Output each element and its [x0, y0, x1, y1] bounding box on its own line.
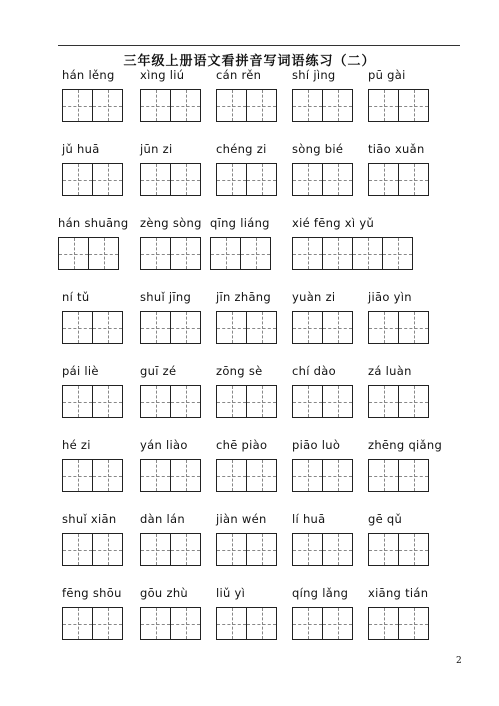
writing-grid [216, 533, 277, 566]
guide-line-vertical [262, 608, 263, 639]
guide-line-vertical [414, 460, 415, 491]
exercise-row [0, 68, 499, 138]
guide-line-vertical [108, 312, 109, 343]
guide-line-vertical [186, 164, 187, 195]
pinyin-label: shí jìng [292, 68, 336, 82]
guide-line-vertical [308, 238, 309, 269]
tianzige-cell[interactable] [368, 311, 399, 344]
writing-grid [140, 385, 201, 418]
tianzige-cell[interactable] [92, 385, 123, 418]
tianzige-cell[interactable] [216, 533, 247, 566]
tianzige-cell[interactable] [170, 459, 201, 492]
exercise-row [0, 142, 499, 212]
guide-line-vertical [156, 164, 157, 195]
tianzige-cell[interactable] [140, 607, 171, 640]
writing-grid [62, 163, 123, 196]
guide-line-vertical [308, 90, 309, 121]
pinyin-label: hán shuāng [58, 216, 129, 230]
pinyin-label: shuǐ xiān [62, 512, 117, 526]
tianzige-cell[interactable] [368, 163, 399, 196]
tianzige-cell[interactable] [216, 607, 247, 640]
tianzige-cell[interactable] [246, 311, 277, 344]
guide-line-vertical [262, 386, 263, 417]
pinyin-label: jiàn wén [216, 512, 267, 526]
tianzige-cell[interactable] [292, 89, 323, 122]
guide-line-vertical [78, 386, 79, 417]
pinyin-label: zhēng qiǎng [368, 438, 443, 452]
pinyin-label: hán lěng [62, 68, 115, 82]
tianzige-cell[interactable] [88, 237, 119, 270]
pinyin-label: chē piào [216, 438, 268, 452]
tianzige-cell[interactable] [398, 607, 429, 640]
writing-grid [368, 533, 429, 566]
tianzige-cell[interactable] [292, 385, 323, 418]
tianzige-cell[interactable] [322, 237, 353, 270]
writing-grid [368, 385, 429, 418]
writing-grid [140, 311, 201, 344]
exercise-row [0, 216, 499, 286]
tianzige-cell[interactable] [140, 163, 171, 196]
tianzige-cell[interactable] [246, 89, 277, 122]
guide-line-vertical [338, 534, 339, 565]
writing-grid [140, 163, 201, 196]
tianzige-cell[interactable] [92, 533, 123, 566]
writing-grid [292, 385, 353, 418]
guide-line-vertical [308, 312, 309, 343]
guide-line-vertical [104, 238, 105, 269]
guide-line-vertical [398, 238, 399, 269]
guide-line-vertical [262, 460, 263, 491]
guide-line-vertical [308, 534, 309, 565]
tianzige-cell[interactable] [216, 89, 247, 122]
guide-line-vertical [186, 90, 187, 121]
tianzige-cell[interactable] [170, 237, 201, 270]
guide-line-vertical [232, 312, 233, 343]
guide-line-vertical [338, 238, 339, 269]
guide-line-vertical [156, 534, 157, 565]
exercise-row [0, 364, 499, 434]
pinyin-label: xìng liú [140, 68, 185, 82]
writing-grid [292, 607, 353, 640]
writing-grid [140, 533, 201, 566]
guide-line-vertical [108, 534, 109, 565]
tianzige-cell[interactable] [292, 533, 323, 566]
writing-grid [140, 89, 201, 122]
pinyin-label: chéng zi [216, 142, 267, 156]
exercise-row [0, 512, 499, 582]
tianzige-cell[interactable] [216, 163, 247, 196]
tianzige-cell[interactable] [92, 89, 123, 122]
pinyin-label: ní tǔ [62, 290, 90, 304]
tianzige-cell[interactable] [62, 607, 93, 640]
writing-grid [216, 385, 277, 418]
guide-line-vertical [338, 312, 339, 343]
guide-line-vertical [256, 238, 257, 269]
pinyin-label: sòng bié [292, 142, 344, 156]
tianzige-cell[interactable] [398, 89, 429, 122]
guide-line-vertical [186, 608, 187, 639]
guide-line-vertical [368, 238, 369, 269]
tianzige-cell[interactable] [62, 89, 93, 122]
exercise-row [0, 290, 499, 360]
writing-grid [62, 89, 123, 122]
exercise-row [0, 586, 499, 656]
guide-line-vertical [384, 608, 385, 639]
tianzige-cell[interactable] [216, 459, 247, 492]
tianzige-cell[interactable] [322, 89, 353, 122]
tianzige-cell[interactable] [140, 311, 171, 344]
writing-grid [140, 459, 201, 492]
page-title: 三年级上册语文看拼音写词语练习（二） [123, 54, 376, 69]
guide-line-vertical [108, 164, 109, 195]
guide-line-vertical [232, 608, 233, 639]
guide-line-vertical [262, 312, 263, 343]
guide-line-vertical [78, 534, 79, 565]
guide-line-vertical [308, 608, 309, 639]
pinyin-label: yán liào [140, 438, 188, 452]
guide-line-vertical [338, 608, 339, 639]
tianzige-cell[interactable] [368, 459, 399, 492]
tianzige-cell[interactable] [240, 237, 271, 270]
guide-line-vertical [338, 460, 339, 491]
tianzige-cell[interactable] [368, 385, 399, 418]
tianzige-cell[interactable] [246, 163, 277, 196]
guide-line-vertical [384, 90, 385, 121]
pinyin-label: jūn zi [140, 142, 173, 156]
guide-line-vertical [414, 312, 415, 343]
pinyin-label: piāo luò [292, 438, 341, 452]
tianzige-cell[interactable] [170, 607, 201, 640]
pinyin-label: qíng lǎng [292, 586, 349, 600]
pinyin-label: guī zé [140, 364, 177, 378]
tianzige-cell[interactable] [62, 459, 93, 492]
guide-line-vertical [108, 460, 109, 491]
tianzige-cell[interactable] [62, 311, 93, 344]
guide-line-vertical [186, 312, 187, 343]
guide-line-vertical [156, 386, 157, 417]
tianzige-cell[interactable] [398, 311, 429, 344]
tianzige-cell[interactable] [170, 89, 201, 122]
tianzige-cell[interactable] [140, 533, 171, 566]
tianzige-cell[interactable] [62, 385, 93, 418]
tianzige-cell[interactable] [246, 459, 277, 492]
writing-grid [216, 459, 277, 492]
tianzige-cell[interactable] [92, 459, 123, 492]
guide-line-vertical [262, 534, 263, 565]
pinyin-label: zá luàn [368, 364, 412, 378]
writing-grid [62, 385, 123, 418]
guide-line-vertical [232, 90, 233, 121]
guide-line-vertical [384, 534, 385, 565]
guide-line-vertical [232, 164, 233, 195]
pinyin-label: jiāo yìn [368, 290, 412, 304]
tianzige-cell[interactable] [140, 385, 171, 418]
tianzige-cell[interactable] [322, 311, 353, 344]
guide-line-vertical [338, 90, 339, 121]
guide-line-vertical [186, 460, 187, 491]
guide-line-vertical [78, 90, 79, 121]
guide-line-vertical [232, 534, 233, 565]
guide-line-vertical [232, 460, 233, 491]
pinyin-label: zōng sè [216, 364, 263, 378]
writing-grid [216, 89, 277, 122]
guide-line-vertical [414, 386, 415, 417]
tianzige-cell[interactable] [322, 533, 353, 566]
guide-line-vertical [262, 90, 263, 121]
pinyin-label: xié fēng xì yǔ [292, 216, 375, 230]
writing-grid [292, 163, 353, 196]
tianzige-cell[interactable] [140, 459, 171, 492]
guide-line-vertical [384, 164, 385, 195]
tianzige-cell[interactable] [368, 607, 399, 640]
guide-line-vertical [156, 608, 157, 639]
tianzige-cell[interactable] [246, 385, 277, 418]
tianzige-cell[interactable] [322, 385, 353, 418]
writing-grid [368, 607, 429, 640]
writing-grid [140, 237, 201, 270]
guide-line-vertical [186, 534, 187, 565]
guide-line-vertical [414, 90, 415, 121]
writing-grid [368, 311, 429, 344]
writing-grid [292, 459, 353, 492]
guide-line-vertical [186, 386, 187, 417]
writing-grid [292, 237, 413, 270]
guide-line-vertical [74, 238, 75, 269]
guide-line-vertical [308, 386, 309, 417]
pinyin-label: pái liè [62, 364, 99, 378]
guide-line-vertical [156, 90, 157, 121]
guide-line-vertical [78, 312, 79, 343]
page-number: 2 [456, 656, 462, 666]
pinyin-label: jīn zhāng [216, 290, 271, 304]
guide-line-vertical [186, 238, 187, 269]
writing-grid [62, 533, 123, 566]
guide-line-vertical [384, 386, 385, 417]
pinyin-label: xiāng tián [368, 586, 429, 600]
pinyin-label: gōu zhù [140, 586, 188, 600]
writing-grid [368, 89, 429, 122]
tianzige-cell[interactable] [246, 607, 277, 640]
tianzige-cell[interactable] [170, 533, 201, 566]
tianzige-cell[interactable] [216, 385, 247, 418]
guide-line-vertical [414, 164, 415, 195]
tianzige-cell[interactable] [398, 459, 429, 492]
writing-grid [292, 533, 353, 566]
pinyin-label: liǔ yì [216, 586, 246, 600]
guide-line-vertical [338, 164, 339, 195]
pinyin-label: zèng sòng [140, 216, 202, 230]
writing-grid [62, 607, 123, 640]
tianzige-cell[interactable] [246, 533, 277, 566]
tianzige-cell[interactable] [210, 237, 241, 270]
tianzige-cell[interactable] [398, 385, 429, 418]
guide-line-vertical [384, 460, 385, 491]
writing-grid [210, 237, 271, 270]
writing-grid [368, 459, 429, 492]
tianzige-cell[interactable] [92, 311, 123, 344]
tianzige-cell[interactable] [292, 237, 323, 270]
guide-line-vertical [338, 386, 339, 417]
pinyin-label: qīng liáng [210, 216, 270, 230]
pinyin-label: pū gài [368, 68, 406, 82]
writing-grid [216, 607, 277, 640]
pinyin-label: shuǐ jīng [140, 290, 192, 304]
guide-line-vertical [308, 460, 309, 491]
writing-grid [140, 607, 201, 640]
tianzige-cell[interactable] [92, 163, 123, 196]
writing-grid [216, 163, 277, 196]
tianzige-cell[interactable] [322, 459, 353, 492]
writing-grid [62, 311, 123, 344]
guide-line-vertical [232, 386, 233, 417]
guide-line-vertical [414, 534, 415, 565]
tianzige-cell[interactable] [352, 237, 383, 270]
tianzige-cell[interactable] [382, 237, 413, 270]
tianzige-cell[interactable] [170, 385, 201, 418]
guide-line-vertical [78, 608, 79, 639]
tianzige-cell[interactable] [92, 607, 123, 640]
writing-grid [58, 237, 119, 270]
guide-line-vertical [108, 386, 109, 417]
guide-line-vertical [262, 164, 263, 195]
guide-line-vertical [156, 312, 157, 343]
tianzige-cell[interactable] [170, 163, 201, 196]
tianzige-cell[interactable] [398, 533, 429, 566]
writing-grid [62, 459, 123, 492]
tianzige-cell[interactable] [398, 163, 429, 196]
tianzige-cell[interactable] [216, 311, 247, 344]
writing-grid [368, 163, 429, 196]
tianzige-cell[interactable] [292, 459, 323, 492]
tianzige-cell[interactable] [368, 89, 399, 122]
writing-grid [292, 89, 353, 122]
tianzige-cell[interactable] [322, 163, 353, 196]
tianzige-cell[interactable] [62, 163, 93, 196]
tianzige-cell[interactable] [292, 311, 323, 344]
pinyin-label: yuàn zi [292, 290, 336, 304]
tianzige-cell[interactable] [322, 607, 353, 640]
guide-line-vertical [78, 164, 79, 195]
pinyin-label: jǔ huā [62, 142, 100, 156]
guide-line-vertical [108, 90, 109, 121]
guide-line-vertical [156, 460, 157, 491]
tianzige-cell[interactable] [292, 163, 323, 196]
guide-line-vertical [78, 460, 79, 491]
tianzige-cell[interactable] [292, 607, 323, 640]
pinyin-label: fēng shōu [62, 586, 122, 600]
pinyin-label: cán rěn [216, 68, 262, 82]
pinyin-label: lí huā [292, 512, 326, 526]
tianzige-cell[interactable] [170, 311, 201, 344]
exercise-row [0, 438, 499, 508]
guide-line-vertical [308, 164, 309, 195]
pinyin-label: chí dào [292, 364, 336, 378]
guide-line-vertical [414, 608, 415, 639]
guide-line-vertical [226, 238, 227, 269]
guide-line-vertical [156, 238, 157, 269]
tianzige-cell[interactable] [140, 89, 171, 122]
header-rule [58, 45, 460, 46]
pinyin-label: gē qǔ [368, 512, 403, 526]
tianzige-cell[interactable] [58, 237, 89, 270]
writing-grid [216, 311, 277, 344]
guide-line-vertical [384, 312, 385, 343]
writing-grid [292, 311, 353, 344]
tianzige-cell[interactable] [140, 237, 171, 270]
tianzige-cell[interactable] [368, 533, 399, 566]
pinyin-label: hé zi [62, 438, 91, 452]
pinyin-label: dàn lán [140, 512, 185, 526]
tianzige-cell[interactable] [62, 533, 93, 566]
pinyin-label: tiāo xuǎn [368, 142, 425, 156]
guide-line-vertical [108, 608, 109, 639]
